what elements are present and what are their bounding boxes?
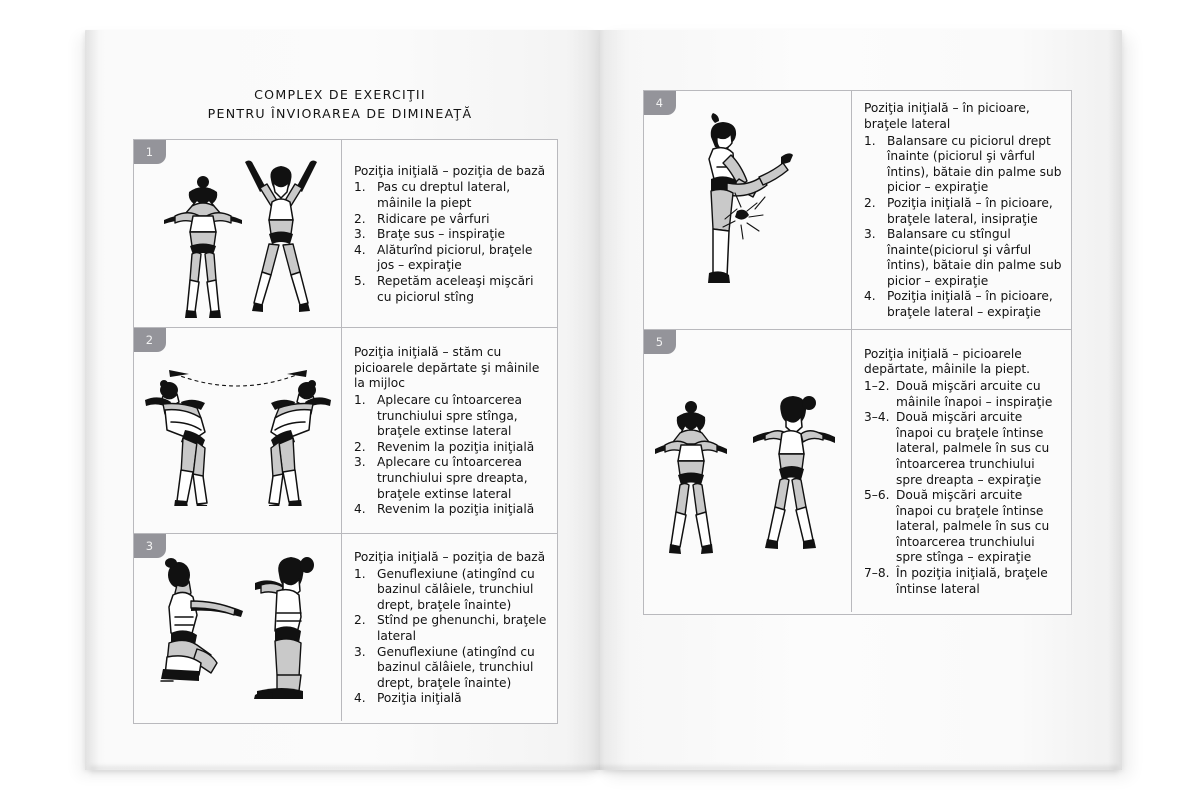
step-marker: 1. xyxy=(864,133,876,148)
exercise-figure-cell-4 xyxy=(644,91,852,329)
exercise-figure-cell-2 xyxy=(134,328,342,533)
exercise-text-cell-2 xyxy=(342,328,557,533)
list-item xyxy=(864,289,1063,320)
list-item xyxy=(354,243,549,274)
list-item xyxy=(864,196,1063,227)
page-title-line-2: PENTRU ÎNVIORAREA DE DIMINEAŢĂ xyxy=(207,105,473,121)
list-item xyxy=(864,488,1063,566)
step-marker: 7–8. xyxy=(864,566,890,581)
step-marker: 3. xyxy=(354,644,366,659)
list-item xyxy=(354,567,549,614)
step-text: Stînd pe ghenunchi, braţele lateral xyxy=(377,613,547,643)
list-item xyxy=(864,379,1063,410)
list-item xyxy=(354,455,549,502)
list-item xyxy=(864,566,1063,597)
exercise-lead-1: Poziţia iniţială – poziţia de bază xyxy=(354,163,546,178)
exercise-text-cell-1 xyxy=(342,140,557,327)
list-item xyxy=(354,613,549,644)
exercise-number-badge-5: 5 xyxy=(644,330,676,354)
step-text: Balansare cu piciorul drept înainte (piciorul şi vârful întins), bătaie din palme sub picior – expiraţie xyxy=(887,133,1062,195)
step-text: Braţe sus – inspiraţie xyxy=(377,227,505,242)
exercise-number-badge-2: 2 xyxy=(134,328,166,352)
step-marker: 1. xyxy=(354,180,366,195)
exercise-illustration-4 xyxy=(653,107,843,313)
step-marker: 4. xyxy=(354,691,366,706)
exercise-steps-3 xyxy=(354,567,549,707)
list-item xyxy=(354,393,549,440)
step-marker: 4. xyxy=(864,289,876,304)
exercise-steps-2 xyxy=(354,393,549,518)
step-text: Revenim la poziţia iniţială xyxy=(377,439,535,454)
exercise-table-left xyxy=(133,139,558,724)
list-item xyxy=(354,180,549,211)
list-item xyxy=(354,645,549,692)
step-text: Două mişcări arcuite înapoi cu braţele întinse lateral, palmele în sus cu întoarcerea trunchiului spre stînga – expiraţie xyxy=(896,488,1050,565)
exercise-figure-cell-5 xyxy=(644,330,852,612)
step-text: Genuflexiune (atingînd cu bazinul călâiele, trunchiul drept, braţele înainte) xyxy=(377,644,535,690)
step-text: Pas cu dreptul lateral, mâinile la piept xyxy=(377,180,511,211)
exercise-steps-4 xyxy=(864,134,1063,321)
step-marker: 3. xyxy=(354,227,366,242)
exercise-lead-2: Poziţia iniţială – stăm cu picioarele depărtate şi mâinile la mijloc xyxy=(354,345,540,391)
step-marker: 1–2. xyxy=(864,378,890,393)
list-item xyxy=(354,691,549,707)
page-title-line-1: COMPLEX DE EXERCIŢII xyxy=(254,87,426,102)
step-marker: 3. xyxy=(354,455,366,470)
table-row xyxy=(134,534,557,721)
step-text: Poziţia iniţială – în picioare, braţele lateral, insipraţie xyxy=(887,195,1053,226)
list-item xyxy=(354,502,549,518)
step-marker: 3. xyxy=(864,227,876,242)
table-row xyxy=(134,140,557,328)
page-title xyxy=(130,86,550,123)
exercise-lead-4: Poziţia iniţială – în picioare, braţele lateral xyxy=(864,101,1030,131)
exercise-figure-cell-1 xyxy=(134,140,342,327)
step-marker: 2. xyxy=(354,613,366,628)
step-marker: 3–4. xyxy=(864,410,890,425)
list-item xyxy=(354,440,549,456)
table-row xyxy=(644,330,1071,612)
exercise-illustration-3 xyxy=(139,545,337,711)
list-item xyxy=(354,274,549,305)
step-text: Două mişcări arcuite cu mâinile înapoi – inspiraţie xyxy=(896,378,1053,409)
exercise-number-badge-4: 4 xyxy=(644,91,676,115)
step-text: În poziţia iniţială, braţele întinse lateral xyxy=(896,566,1048,596)
arrow-right xyxy=(287,370,307,377)
exercise-number-badge-3: 3 xyxy=(134,534,166,558)
step-marker: 2. xyxy=(354,439,366,454)
arrow-left xyxy=(169,370,189,377)
step-text: Repetăm aceleaşi mişcări cu piciorul stîng xyxy=(377,273,534,304)
step-marker: 2. xyxy=(864,195,876,210)
exercise-illustration-5 xyxy=(649,371,847,571)
list-item xyxy=(864,410,1063,488)
step-text: Aplecare cu întoarcerea trunchiului spre stînga, braţele extinse lateral xyxy=(377,393,523,439)
exercise-lead-5: Poziţia iniţială – picioarele depărtate, mâinile la piept. xyxy=(864,346,1031,377)
step-text: Balansare cu stîngul înainte(piciorul şi vârful întins), bătaie din palme sub picior – expiraţie xyxy=(887,227,1062,288)
exercise-text-cell-4 xyxy=(852,91,1071,329)
exercise-text-cell-3 xyxy=(342,534,557,721)
step-text: Revenim la poziţia iniţială xyxy=(377,502,535,517)
step-text: Poziţia iniţială xyxy=(377,691,462,706)
step-marker: 1. xyxy=(354,566,366,581)
step-marker: 1. xyxy=(354,393,366,408)
step-text: Genuflexiune (atingînd cu bazinul călâiele, trunchiul drept, braţele înainte) xyxy=(377,566,535,612)
step-text: Poziţia iniţială – în picioare, braţele lateral – expiraţie xyxy=(887,289,1053,320)
step-marker: 4. xyxy=(354,242,366,257)
list-item xyxy=(864,134,1063,196)
exercise-text-cell-5 xyxy=(852,330,1071,612)
motion-arc xyxy=(175,374,299,386)
exercise-illustration-2 xyxy=(139,356,337,506)
step-text: Două mişcări arcuite înapoi cu braţele întinse lateral, palmele în sus cu întoarcerea trunchiului spre dreapta – expiraţie xyxy=(896,410,1050,487)
step-marker: 5. xyxy=(354,273,366,288)
exercise-lead-3: Poziţia iniţială – poziţia de bază xyxy=(354,550,546,565)
step-marker: 2. xyxy=(354,211,366,226)
exercise-table-right xyxy=(643,90,1072,615)
list-item xyxy=(354,212,549,228)
exercise-steps-5 xyxy=(864,379,1063,597)
exercise-number-badge-1: 1 xyxy=(134,140,166,164)
exercise-steps-1 xyxy=(354,180,549,305)
step-text: Ridicare pe vârfuri xyxy=(377,211,490,226)
list-item xyxy=(864,227,1063,289)
table-row xyxy=(644,91,1071,330)
step-text: Alăturînd piciorul, braţele jos – expiraţie xyxy=(377,242,533,273)
step-marker: 4. xyxy=(354,502,366,517)
exercise-illustration-1 xyxy=(143,150,333,318)
table-row xyxy=(134,328,557,534)
list-item xyxy=(354,227,549,243)
step-marker: 5–6. xyxy=(864,488,890,503)
step-text: Aplecare cu întoarcerea trunchiului spre dreapta, braţele extinse lateral xyxy=(377,455,528,501)
exercise-figure-cell-3 xyxy=(134,534,342,721)
